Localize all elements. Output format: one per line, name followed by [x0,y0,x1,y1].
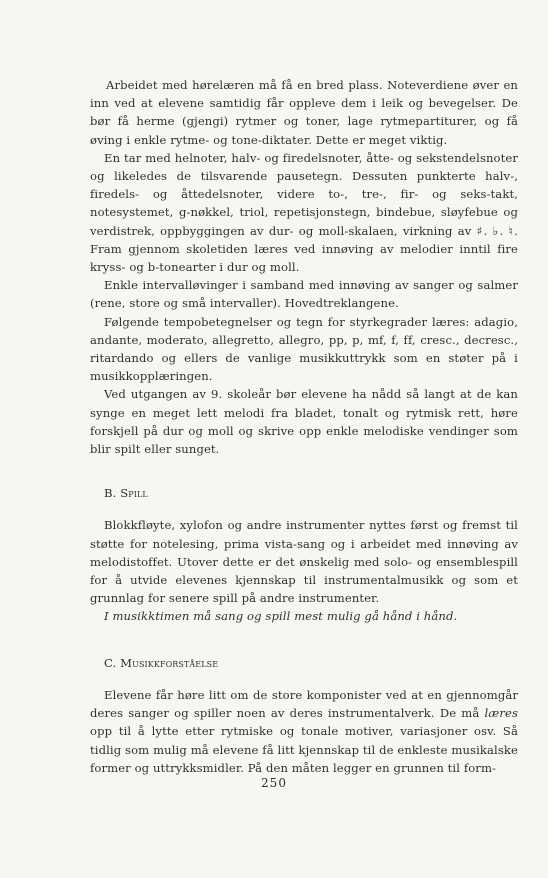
text-column [90,76,518,777]
italic-word: læres [484,706,518,721]
section-spacer [90,458,518,484]
page-number: 250 [261,776,287,790]
paragraph: Blokkfløyte, xylofon og andre instrumenter nyttes først og fremst til støtte for notelesing, prima vista-sang og i arbeidet med innøving av melodistoffet. Utover dette er det ønskelig med solo- og ensemblespill for å utvide elevenes kjennskap til instrumentalmusikk og som et grunnlag for senere spill på andre instrumenter. [90,518,518,606]
paragraph [90,686,518,777]
paragraph: Følgende tempobetegnelser og tegn for styrkegrader læres: adagio, andante, moderato, allegretto, allegro, pp, p, mf, f, ff, cresc., decresc., ritardando og ellers de vanlige musikkuttrykk som en støter på i musikkopplæringen. [90,314,518,384]
paragraph: Enkle intervalløvinger i samband med innøving av sanger og salmer (rene, store og små intervaller). Hovedtreklangene. [90,278,518,311]
paragraph: Ved utgangen av 9. skoleår bør elevene ha nådd så langt at de kan synge en meget lett melodi fra bladet, tonalt og rytmisk rett, høre forskjell på dur og moll og skrive opp enkle melodiske vendinger som blir spilt eller sunget. [90,387,518,457]
section-spacer [90,672,518,686]
section-spacer [90,502,518,516]
text-run: opp til å lytte etter rytmiske og tonale motiver, variasjoner osv. Så tidlig som mulig må elevene få litt kjennskap til de enkleste musikalske former og uttrykksmidler. På den måten legger en grunnen til form- [90,724,518,775]
paragraph: En tar med helnoter, halv- og firedelsnoter, åtte- og sekstendelsnoter og likeledes de tilsvarende pausetegn. Dessuten punkterte halv-, firedels- og åttedelsnoter, videre to-, tre-, fir- og seks-takt, notesystemet, g-nøkkel, triol, repetisjonstegn, bindebue, sløyfebue og verdistrek, oppbyggingen av dur- og moll-skalaen, virkning av ♯. ♭. ♮. Fram gjennom skoletiden læres ved innøving av melodier inntil fire kryss- og b-tonearter i dur og moll. [90,150,518,275]
text-run: Elevene får høre litt om de store komponister ved at en gjennomgår deres sanger og spiller noen av deres instrumentalverk. De må [90,687,518,721]
italic-note: I musikktimen må sang og spill mest mulig gå hånd i hånd. [104,609,458,624]
section-heading-musikkforstaaelse: C. Musikkforståelse [104,655,219,670]
section-spacer [90,626,518,654]
section-heading-spill: B. Spill [104,486,148,501]
paragraph: Arbeidet med hørelæren må få en bred plass. Noteverdiene øver en inn ved at elevene samtidig får oppleve dem i leik og bevegelser. De bør få herme (gjengi) rytmer og toner, lage rytmepartiturer, og få øving i enkle rytme- og tone-diktater. Dette er meget viktig. [90,78,518,147]
